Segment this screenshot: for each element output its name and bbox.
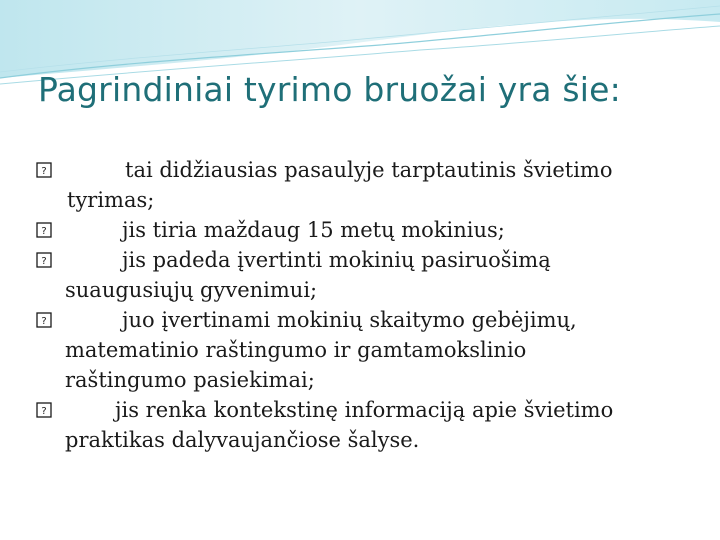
replacement-character-icon xyxy=(36,252,52,268)
bullet-line: suaugusiųjų gyvenimui; xyxy=(65,278,318,302)
replacement-character-icon xyxy=(36,162,52,178)
bullet-item xyxy=(40,215,680,245)
bullet-line: matematinio raštingumo ir gamtamokslinio xyxy=(65,338,527,362)
bullet-item xyxy=(40,245,680,305)
bullet-line: jis tiria maždaug 15 metų mokinius; xyxy=(122,218,505,242)
bullet-line: jis padeda įvertinti mokinių pasiruošimą xyxy=(122,248,551,272)
svg-text:?: ? xyxy=(41,226,47,237)
svg-text:?: ? xyxy=(41,256,47,267)
replacement-character-icon xyxy=(36,222,52,238)
svg-text:?: ? xyxy=(41,166,47,177)
slide-title: Pagrindiniai tyrimo bruožai yra šie: xyxy=(38,70,621,109)
bullet-list xyxy=(40,155,680,455)
svg-text:?: ? xyxy=(41,406,47,417)
bullet-item xyxy=(40,395,680,455)
bullet-line: tyrimas; xyxy=(67,188,155,212)
bullet-line: jis renka kontekstinę informaciją apie švietimo xyxy=(115,398,614,422)
replacement-character-icon xyxy=(36,312,52,328)
replacement-character-icon xyxy=(36,402,52,418)
bullet-line: juo įvertinami mokinių skaitymo gebėjimų, xyxy=(122,308,577,332)
bullet-line: raštingumo pasiekimai; xyxy=(65,368,315,392)
bullet-line: tai didžiausias pasaulyje tarptautinis švietimo xyxy=(125,158,613,182)
svg-text:?: ? xyxy=(41,316,47,327)
bullet-line: praktikas dalyvaujančiose šalyse. xyxy=(65,428,420,452)
bullet-item xyxy=(40,155,680,215)
bullet-item xyxy=(40,305,680,395)
